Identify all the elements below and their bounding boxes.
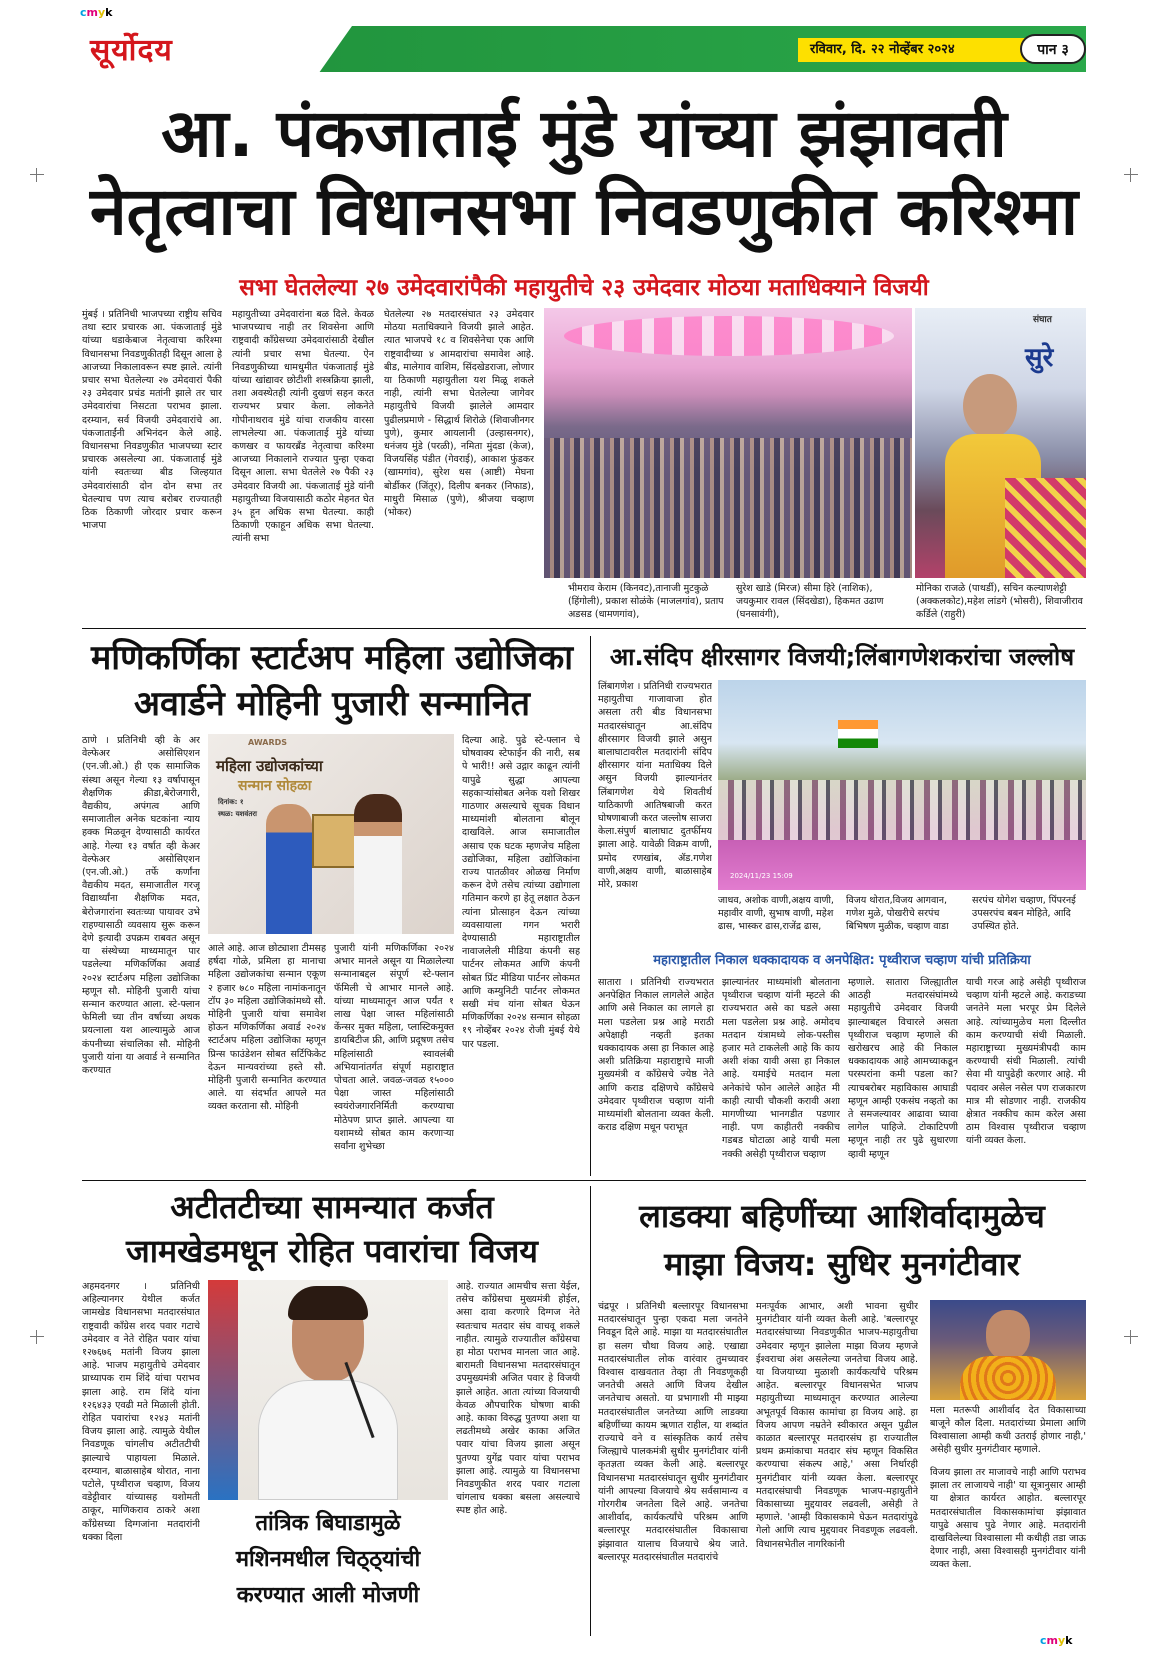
award-banner-small-text: AWARDS <box>248 738 288 747</box>
kshirsagar-caption-3: सरपंच योगेश चव्हाण, पिंपरनई उपसरपंच बबन मोहिते, आदि उपस्थित होते. <box>972 895 1076 932</box>
mohini-headline-line2: अवार्डने मोहिनी पुजारी सन्मानित <box>134 684 530 724</box>
pankaja-munde-photo <box>915 308 1086 578</box>
lead-headline-line1: आ. पंकजाताई मुंडे यांच्या झंझावती <box>161 95 1007 172</box>
photo-caption-3: मोनिका राजळे (पाथर्डी), सचिन कल्याणशेट्टी (अक्कलकोट),महेश लांडगे (भोसरी), शिवाजीराव कर्डिले (राहुरी) <box>916 583 1083 620</box>
cmyk-registration-mark-top: cmyk <box>80 6 113 19</box>
column-divider <box>590 1186 591 1636</box>
mohini-column-2: आले आहे. आज छोट्याशा टीमसह हर्षदा गोळे, प्रमिला हा मानाचा महिला उद्योजकांचा सन्मान एकूण २ हजार ७८० महिला नामांकनातून टॉप ३० महिला उद्योजिकांमध्ये सौ. मोहिनी पुजारी यांचा समावेश होऊन मणिकर्णिका अवार्ड २०२४ स्टार्टअप महिला उद्योजिका म्हणून प्रिन्स फाउंडेशन सोबत सर्टिफिकेट देऊन मान्यवरांच्या हस्ते सौ. मोहिनी पुजारी सन्मानित करण्यात आले. या संदर्भात आपले मत व्यक्त करताना सौ. मोहिनी <box>208 943 326 1113</box>
inset-headline-line3: करण्यात आली मोजणी <box>236 1583 420 1608</box>
mohini-column-3: पुजारी यांनी मणिकर्णिका २०२४ अभार मानले असून या मिळालेल्या सन्मानाबद्दल संपूर्ण स्टे-फ्लान फॅमिली चे आभार मानले आहे. यांच्या माध्यमातून आज पर्यंत १ लाख पेक्षा जास्त महिलांसाठी केंन्सर मुक्त महिला, प्लास्टिकमुक्त डायबिटीज फ्री, आणि प्रदूषण तसेच महिलांसाठी स्वावलंबी अभियानांतर्गत संपूर्ण महाराष्ट्रात पोचता आले. जवळ-जवळ १५००० पेक्षा जास्त महिलांसाठी स्वयंरोजगारनिर्मिती करण्याचा मोठेपण प्राप्त झाले. आपल्या या यशामध्ये सोबत काम करणाऱ्या सर्वांना शुभेच्छा <box>334 943 454 1153</box>
mohini-headline-line1: मणिकर्णिका स्टार्टअप महिला उद्योजिका <box>90 638 574 678</box>
mungantiwar-headline-line1: लाडक्या बहिणींच्या आशिर्वादामुळेच <box>639 1197 1045 1235</box>
mungantiwar-column-1: चंद्रपूर । प्रतिनिधी बल्लारपूर विधानसभा मतदारसंघातून पुन्हा एकदा मला जनतेने निवडून दिले आहे. माझा या मतदारसंघातील हा सलग चौथा विजय आहे. एखाद्या मतदारसंघातील लोक वारंवार तुमच्यावर विश्वास दाखवतात तेव्हा ती निवडणूकही जनतेची असते आणि विजय देखील जनतेचाच असतो. या प्रभागाशी मी माझ्या मतदारसंघातील जनतेच्या आणि लाडक्या बहिणींच्या कायम ऋणात राहील, या शब्दांत राज्याचे वने व सांस्कृतिक कार्य तसेच जिल्ह्याचे पालकमंत्री सुधीर मुनगंटीवार यांनी कृतज्ञता व्यक्त केली आहे. बल्लारपूर विधानसभा मतदारसंघातून सुधीर मुनगंटीवार यांनी आपल्या विजयाचे श्रेय सर्वसामान्य व गोरगरीब जनतेला दिले आहे. जनतेचा आशीर्वाद, कार्यकर्त्यांचे परिश्रम आणि बल्लारपूर मतदारसंघातील विकासाचा झंझावात यालाच विजयाचे श्रेय जाते. बल्लारपूर मतदारसंघातील मतदारांचे <box>598 1301 748 1563</box>
prithviraj-column-2: झाल्यानंतर माध्यमांशी बोलताना पृथ्वीराज चव्हाण यांनी म्हटले की राज्यभरात असे का घडले असा मला पडलेला प्रश्न आहे. अमोदच मतदान यंत्रामध्ये लोक-पस्तीस हजार मते टाकलेली आहे कि काय अशी शंका यावी असा हा निकाल आहे. यमाईचे मतदान मला अनेकांचे फोन आलेले आहेत मी काही त्याची चौकशी करावी अशा मागणीच्या भानगडीत पडणार नाही. पण काहीतरी नक्कीच गडबड घोटाळा आहे याची मला नक्की असेही पृथ्वीराज चव्हाण <box>722 977 840 1160</box>
mohini-column-4: दिल्या आहे. पुढे स्टे-फ्लान चे घोषवाक्य स्टेफाईन की नारी, सब पे भारी!! असे उद्गार काढून त्यांनी यापुढे सुद्धा आपल्या सहकाऱ्यांसोबत अनेक यशो शिखर गाठणार असल्याचे सूचक विधान माध्यमांशी बोलताना बोलून दाखविले. आज समाजातील असाच एक घटक म्हणजेच महिला उद्योजिका, महिला उद्योजिकांना राज्य पातळीवर ओळख निर्माण करून देणे तसेच त्यांच्या उद्योगाला गतिमान करणे हा हेतू लक्षात ठेऊन त्यांना प्रोत्साहन देऊन त्यांच्या व्यवसायाला गगन भरारी देण्यासाठी महाराष्ट्रातील नावाजलेली मीडिया कंपनी सह पार्टनर लोकमत आणि कंपनी सोबत प्रिंट मीडिया पार्टनर लोकमत आणि कम्युनिटी पार्टनर लोकमत सखी मंच यांना सोबत घेऊन मणिकर्णिका २०२४ सन्मान सोहळा १९ नोव्हेंबर २०२४ रोजी मुंबई येथे पार पडला. <box>462 735 580 1050</box>
issue-date: रविवार, दि. २२ नोव्हेंबर २०२४ <box>798 38 1028 62</box>
mungantiwar-headline-line2: माझा विजय: सुधिर मुनगंटीवार <box>664 1245 1020 1283</box>
sudhir-mungantiwar-photo <box>930 1300 1086 1400</box>
crop-mark-icon <box>30 168 44 182</box>
prithviraj-column-1: सातारा । प्रतिनिधी राज्यभरात अनपेक्षित निकाल लागलेले आहेत आणि असे निकाल का लागले हा मला पडलेला प्रश्न आहे मराठी अपेक्षाही नव्हती इतका धक्कादायक असा हा निकाल आहे अशी प्रतिक्रिया महाराष्ट्राचे माजी मुख्यमंत्री व काँग्रेसचे ज्येष्ठ नेते आणि कराड दक्षिणचे काँग्रेसचे उमेदवार पृथ्वीराज चव्हाण यांनी माध्यमांशी बोलताना व्यक्त केली. कराड दक्षिण मधून पराभूत <box>598 977 714 1134</box>
lead-column-3: घेतलेल्या २७ मतदारसंघात २३ उमेदवार मोठया मताधिक्याने विजयी झाले आहेत. त्यात भाजपचे १८ व शिवसेनेचा एक आणि राष्ट्रवादीच्या ४ आमदारांचा समावेश आहे. बीड, मालेगाव वाशिम, सिंदखेडराजा, लोणार या ठिकाणी महायुतीला यश मिळू शकले नाही, त्यांनी सभा घेतलेल्या जागेवर महायुतीचे विजयी झालेले आमदार पुढीलप्रमाणे - सिद्धार्थ शिरोळे (शिवाजीनगर पुणे), कुमार आयलानी (उल्हासनगर), धनंजय मुंडे (परळी), नमिता मुंदडा (केज), विजयसिंह पंडीत (गेवराई), आकाश फुंडकर (खामगांव), सुरेश धस (आष्टी) मेघना बोर्डीकर (जिंतूर), दिलीप बनकर (निफाड), माधुरी मिसाळ (पुणे), श्रीजया चव्हाण (भोकर) <box>384 309 534 519</box>
mohini-column-1: ठाणे । प्रतिनिधी व्ही के अर वेल्फेअर असोसिएशन (एन.जी.ओ.) ही एक सामाजिक संस्था असून गेल्या १३ वर्षापासून शैक्षणिक क्रीडा,बेरोजगारी, वैद्यकीय, अपंगत्व आणि समाजातील अनेक घटकांना न्याय हक्क मिळवून देण्यासाठी कार्यरत आहे. गेल्या १३ वर्षात व्ही केअर वेल्फेअर असोसिएशन (एन.जी.ओ.) तर्फे कर्णांना वैद्यकीय मदत, समाजातील गरजू विद्यार्थ्यांना शैक्षणिक मदत, बेरोजगारांना स्वतःच्या पायावर उभे राहण्यासाठी व्यवसाय सुरू करून देणे इत्यादी उपक्रम राबवत असून या संस्थेच्या माध्यमातून पार पडलेल्या मणिकर्णिका अवार्ड २०२४ स्टार्टअप महिला उद्योजिका म्हणून सौ. मोहिनी पुजारी यांचा सन्मान करण्यात आला. स्टे-फ्लान फेमिली च्या तीन वर्षाच्या अथक प्रयत्नाला यश आल्यामुळे आज कंपनीच्या संचालिका सौ. मोहिनी पुजारी यांना या अवार्ड ने सन्मानित करण्यात <box>82 735 200 1077</box>
kshirsagar-headline: आ.संदिप क्षीरसागर विजयी;लिंबागणेशकरांचा जल्लोष <box>609 643 1075 671</box>
stage-banner-text: सुरे <box>1025 343 1054 373</box>
photo-caption-2: सुरेश खाडे (मिरज) सीमा हिरे (नाशिक), जयकुमार रावल (सिंदखेडा), हिकमत उढाण (घनसावंगी), <box>736 583 884 620</box>
lead-column-2: महायुतीच्या उमेदवारांना बळ दिले. केवळ भाजपच्याच नाही तर शिवसेना आणि राष्ट्रवादी काँग्रेसच्या उमेदवारांसाठी देखील त्यांनी प्रचार सभा घेतल्या. ऐन निवडणुकीच्या धामधुमीत पंकजाताई मुंडे यांच्या खांद्यावर छोटीशी शस्त्रक्रिया झाली, तशा अवस्थेतही त्यांनी दुखणं सहन करत राज्यभर प्रचार केला. लोकनेते गोपीनाथराव मुंडे यांचा राजकीय वारसा लाभलेल्या आ. पंकजाताई मुंडे यांच्या कणखर व फायरब्रँड नेतृत्वाचा करिश्मा आजच्या निकालाने राज्यात पुन्हा एकदा दिसून आला. सभा घेतलेले २७ पैकी २३ उमेदवार विजयी आ. पंकजाताई मुंडे यांनी महायुतीच्या विजयासाठी कठोर मेहनत घेत ३५ हून अधिक सभा घेतल्या. काही ठिकाणी एकाहून अधिक सभा घेतल्या. त्यांनी सभा <box>232 309 374 545</box>
mungantiwar-column-3: विजय झाला तर माजावचे नाही आणि पराभव झाला तर लाजायचे नाही' या सूत्रानुसार आम्ही या क्षेत्रात कार्यरत आहोत. बल्लारपूर मतदारसंघातील विकासकामांचा झंझावात यापुढे असाच पुढे नेणार आहे. मतदारांनी दाखविलेल्या विश्वासाला मी कधीही तडा जाऊ देणार नाही, असा विश्वासही मुनगंटीवार यांनी व्यक्त केला. <box>930 1467 1086 1571</box>
kshirsagar-column-1: लिंबागणेश । प्रतिनिधी राज्यभरात महायुतीचा गाजावाजा होत असला तरी बीड विधानसभा मतदारसंघातून आ.संदिप क्षीरसागर विजयी झाले असुन बालाघाटावरील मतदारांनी संदिप क्षीरसागर यांना मताधिक्य दिले असुन विजयी झाल्यानंतर लिंबागणेश येथे शिवतीर्थ याठिकाणी आतिषबाजी करत घोषणाबाजी करत जल्लोष साजरा केला.संपुर्ण बालाघाट दुतर्फीमय झाला आहे. यावेळी विक्रम वाणी, प्रमोद रणखांब, ॲड.गणेश वाणी,अक्षय वाणी, बाळासाहेब मोरे, प्रकाश <box>598 681 712 891</box>
section-divider <box>82 628 1086 629</box>
award-ceremony-photo <box>208 734 454 934</box>
rohit-column-1: अहमदनगर । प्रतिनिधी अहिल्यानगर येथील कर्जत जामखेड विधानसभा मतदारसंघात राष्ट्रवादी काँग्रेस शरद पवार गटाचे उमेदवार व नेते रोहित पवार यांचा १२७६७६ मतांनी विजय झाला आहे. भाजप महायुतीचे उमेदवार प्राध्यापक राम शिंदे यांचा पराभव झाला आहे. राम शिंदे यांना १२६४३३ एवढी मते मिळाली होती. रोहित पवारांचा १२४३ मतांनी विजय झाला आहे. त्यामुळे येथील निवडणूक चांगलीच अटीतटीची झाल्याचे पाहायला मिळाले. दरम्यान, बाळासाहेब थोरात, नाना पटोले, पृथ्वीराज चव्हाण, विजय वडेट्टीवार यांच्यासह यशोमती ठाकूर, माणिकराव ठाकरे अशा काँग्रेसच्या दिग्गजांना मतदारांनी धक्का दिला <box>82 1281 200 1543</box>
prithviraj-column-4: याची गरज आहे असेही पृथ्वीराज चव्हाण यांनी म्हटले आहे. कराडच्या जनतेने मला भरपूर प्रेम दिलेले आहे. त्यांच्यामुळेच मला दिल्लीत काम करण्याची संधी मिळाली. महाराष्ट्राच्या मुख्यमंत्रीपदी काम करण्याची संधी मिळाली. त्यांची सेवा मी यापुढेही करणार आहे. मी पदावर असेल नसेल पण राजकारण मात्र मी सोडणार नाही. राजकीय क्षेत्रात नक्कीच काम करेल असा ठाम विश्वास पृथ्वीराज चव्हाण यांनी व्यक्त केला. <box>966 977 1086 1147</box>
award-banner-title: महिला उद्योजकांच्या <box>216 757 323 775</box>
mungantiwar-column-2: मनःपूर्वक आभार, अशी भावना सुधीर मुनगंटीवार यांनी व्यक्त केली आहे. 'बल्लारपूर मतदारसंघाच्या निवडणुकीत भाजप-महायुतीचा उमेदवार म्हणून झालेला माझा विजय म्हणजे ईश्वराचा अंश असलेल्या जनतेचा विजय आहे. या विजयाच्या मुळाशी कार्यकर्त्यांचे परिश्रम आहेत. बल्लारपूर विधानसभेत भाजप महायुतीच्या माध्यमातून करण्यात आलेल्या अभूतपूर्व विकास कामांचा हा विजय आहे. हा विजय आपण नम्रतेने स्वीकारत असून पुढील काळात बल्लारपूर मतदारसंघ हा राज्यातील प्रथम क्रमांकाचा मतदार संघ म्हणून विकसित करण्याचा संकल्प आहे,' असा निर्धारही मुनगंटीवार यांनी व्यक्त केला. बल्लारपूर मतदारसंघाची निवडणूक भाजप-महायुतीने विकासाच्या मुद्दयावर लढवली, असेही ते म्हणाले. 'आम्ही विकासकामे घेऊन मतदारांपुढे गेलो आणि त्याच मुद्दयावर निवडणूक लढवली. विधानसभेतील नागरिकांनी <box>756 1301 918 1550</box>
page-number: पान ३ <box>1020 34 1086 64</box>
rally-crowd-photo <box>544 308 912 578</box>
lead-subheadline: सभा घेतलेल्या २७ उमेदवारांपैकी महायुतीचे २३ उमेदवार मोठया मताधिक्याने विजयी <box>239 275 929 301</box>
rohit-column-2: आहे. राज्यात आमचीच सत्ता येईल, तसेच काँग्रेसचा मुख्यमंत्री होईल, असा दावा करणारे दिग्गज नेते स्वतःचाच मतदार संघ वाचवू शकले नाहीत. त्यामुळे राज्यातील काँग्रेसचा हा मोठा पराभव मानला जात आहे. बारामती विधानसभा मतदारसंघातून उपमुख्यमंत्री अजित पवार हे विजयी झाले आहेत. आता त्यांच्या विजयाची केवळ औपचारिक घोषणा बाकी आहे. काका विरुद्ध पुतण्या अशा या लढतीमध्ये अखेर काका अजित पवार यांचा विजय झाला असून पुतण्या युगेंद्र पवार यांचा पराभव झाला आहे. त्यामुळे या विधानसभा निवडणुकीत शरद पवार गटाला चांगलाच धक्का बसला असल्याचे स्पष्ट होत आहे. <box>456 1281 580 1517</box>
inset-headline-line1: तांत्रिक बिघाडामुळे <box>255 1511 401 1536</box>
rohit-headline-line1: अटीतटीच्या सामन्यात कर्जत <box>170 1188 494 1226</box>
cmyk-registration-mark-bottom: cmyk <box>1040 1634 1073 1647</box>
stage-banner-text-small: संघात <box>1033 315 1052 325</box>
crop-mark-icon <box>30 1330 44 1344</box>
photo-timestamp: 2024/11/23 15:09 <box>730 872 793 880</box>
crop-mark-icon <box>1124 168 1138 182</box>
rohit-headline-line2: जामखेडमधून रोहित पवारांचा विजय <box>126 1232 538 1270</box>
kshirsagar-caption-1: जाधव, अशोक वाणी,अक्षय वाणी, महावीर वाणी, सुभाष वाणी, महेश ढास, भास्कर ढास,राजेंद्र ढास, <box>718 895 834 932</box>
column-divider <box>590 636 591 1176</box>
prithviraj-headline: महाराष्ट्रातील निकाल धक्कादायक व अनपेक्षित: पृथ्वीराज चव्हाण यांची प्रतिक्रिया <box>653 953 1031 968</box>
rohit-pawar-photo <box>208 1280 448 1500</box>
photo-caption-1: भीमराव केराम (किनवट),तानाजी मुटकुळे (हिंगोली), प्रकाश सोळंके (माजलगांव), प्रताप अडसड (धामणगांव), <box>568 583 724 620</box>
award-banner-title2: सन्मान सोहळा <box>238 778 312 794</box>
prithviraj-column-3: म्हणाले. सातारा जिल्ह्यातील आठही मतदारसंघांमध्ये महायुतीचे उमेदवार विजयी झाल्याबद्दल विचारले असता पृथ्वीराज चव्हाण म्हणाले की खरोखरच आहे की निकाल धक्कादायक आहे आमच्याकडून परस्परांना कमी पडला का? त्याचबरोबर महाविकास आघाडी म्हणून आम्ही एकसंघ नव्हतो का ते समजल्यावर आढावा घ्यावा लागेल पाहिजे. टोकाटिपणी म्हणून नाही तर पुढे सुधारणा व्हावी म्हणून <box>848 977 958 1160</box>
lead-headline-line2: नेतृत्वाचा विधानसभा निवडणुकीत करिश्मा <box>90 173 1078 250</box>
newspaper-logo: सूर्योदय <box>90 33 173 68</box>
section-divider <box>82 1180 1086 1181</box>
award-banner-date: दिनांक: १ <box>218 798 244 806</box>
victory-celebration-photo <box>718 680 1086 890</box>
award-banner-place: स्थळ: यशवंतरा <box>218 810 257 818</box>
kshirsagar-caption-2: विजय थोरात,विजय आगवान, गणेश मुळे, पोखरीचे सरपंच बिभिषण मुळीक, चव्हाण वाडा <box>846 895 949 932</box>
lead-column-1: मुंबई । प्रतिनिधी भाजपच्या राष्ट्रीय सचिव तथा स्टार प्रचारक आ. पंकजाताई मुंडे यांच्या धडाकेबाज नेतृत्वाचा करिश्मा विधानसभा निवडणुकीतही दिसून आला हे आजच्या निकालावरून स्पष्ट झाले. त्यांनी प्रचार सभा घेतलेल्या २७ उमेदवारां पैकी २३ उमेदवार प्रचंड मतांनी झाले तर चार उमेदवारांचा निसटता पराभव झाला. दरम्यान, सर्व विजयी उमेदवारांचे आ. पंकजाताईंनी अभिनंदन केले आहे. विधानसभा निवडणुकीत भाजपच्या स्टार प्रचारक असलेल्या आ. पंकजाताई मुंडे यांनी स्वतःच्या बीड जिल्हयात उमेदवारांसाठी दोन दोन सभा तर घेतल्याच पण त्याच बरोबर राज्यातही ठिक ठिकाणी जोरदार प्रचार करून भाजपा <box>82 309 222 532</box>
crop-mark-icon <box>1124 1330 1138 1344</box>
mungantiwar-photo-caption: मला मतरूपी आशीर्वाद देत विकासाच्या बाजूने कौल दिला. मतदारांच्या प्रेमाला आणि विश्वासाला आम्ही कधी उतराई होणार नाही,' असेही सुधीर मुनगंटीवार म्हणाले. <box>930 1405 1086 1455</box>
masthead <box>82 26 1086 72</box>
inset-headline-line2: मशिनमधील चिठ्ठ्यांची <box>235 1547 421 1572</box>
